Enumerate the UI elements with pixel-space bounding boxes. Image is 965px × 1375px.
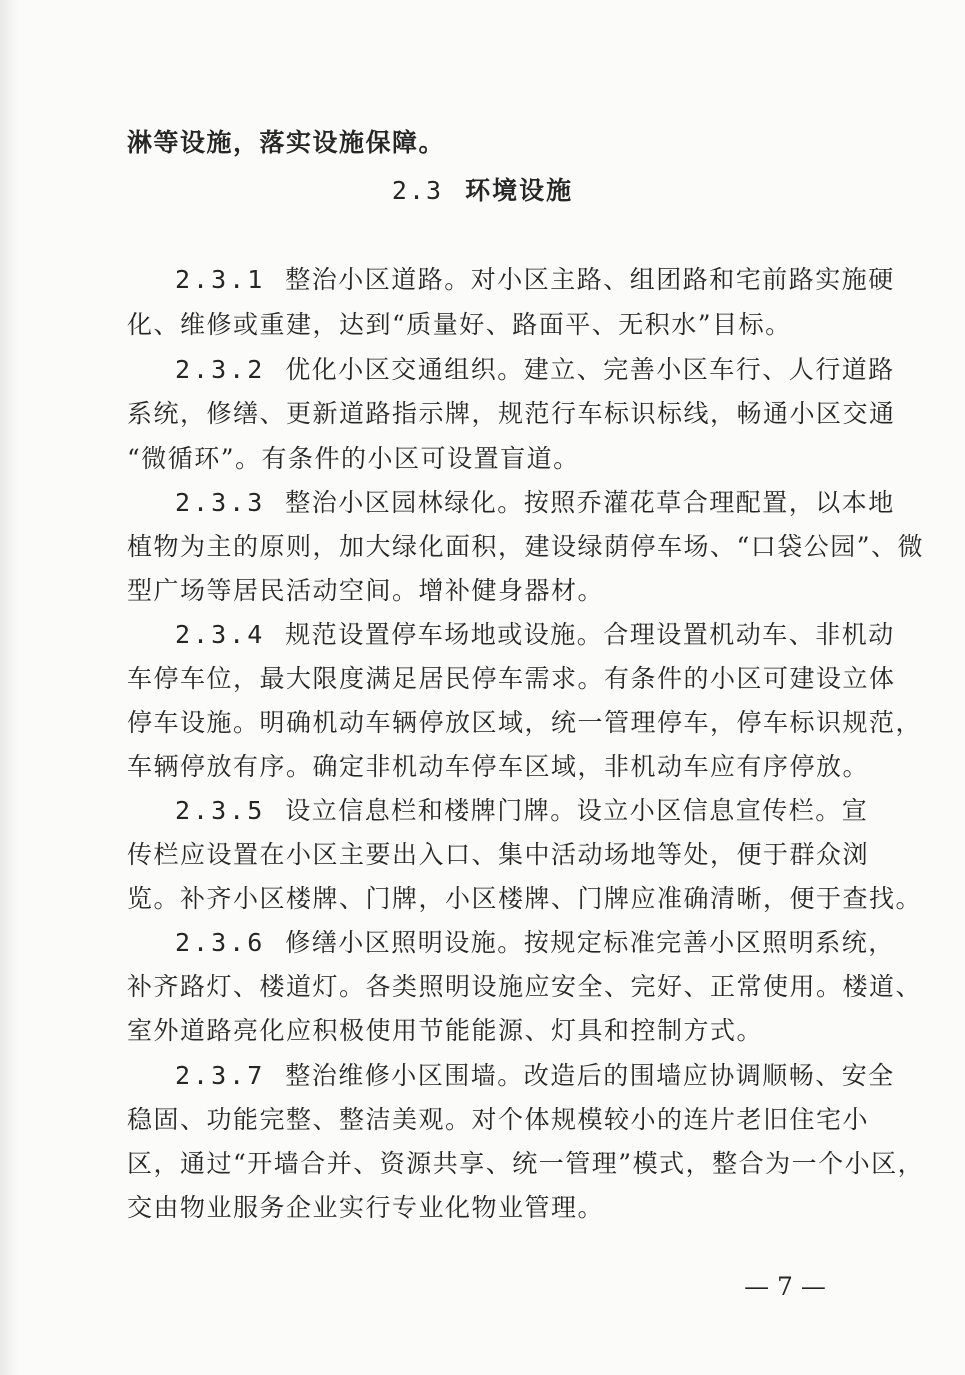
paragraph-line: 停车设施。明确机动车辆停放区域，统一管理停车，停车标识规范，: [127, 708, 923, 737]
paragraph-line: 稳固、功能完整、整洁美观。对个体规模较小的连片老旧住宅小: [127, 1105, 870, 1134]
item-text: 整治小区园林绿化。按照乔灌花草合理配置，以本地: [285, 488, 895, 517]
item-number: 2.3.1: [175, 265, 266, 294]
paragraph-line: 传栏应设置在小区主要出入口、集中活动场地等处，便于群众浏: [127, 840, 870, 869]
paragraph-line: 化、维修或重建，达到“质量好、路面平、无积水”目标。: [127, 310, 792, 339]
paragraph-line: 览。补齐小区楼牌、门牌，小区楼牌、门牌应准确清晰，便于查找。: [127, 884, 923, 913]
paragraph-line: 系统，修缮、更新道路指示牌，规范行车标识标线，畅通小区交通: [127, 399, 896, 428]
section-number: 2.3: [391, 176, 444, 205]
paragraph-line: [175, 1061, 895, 1091]
item-text: 整治小区道路。对小区主路、组团路和宅前路实施硬: [285, 265, 895, 294]
item-number: 2.3.5: [175, 796, 266, 825]
item-text: 设立信息栏和楼牌门牌。设立小区信息宣传栏。宣: [285, 796, 869, 825]
item-number: 2.3.4: [175, 620, 266, 649]
paragraph-line: 区，通过“开墙合并、资源共享、统一管理”模式，整合为一个小区，: [127, 1149, 925, 1178]
item-text: 整治维修小区围墙。改造后的围墙应协调顺畅、安全: [285, 1061, 895, 1090]
continuation-text: 淋等设施，落实设施保障。: [127, 128, 446, 157]
item-text: 优化小区交通组织。建立、完善小区车行、人行道路: [285, 355, 895, 384]
paragraph-line: [175, 488, 895, 518]
paragraph-line: [175, 928, 895, 958]
item-text: 规范设置停车场地或设施。合理设置机动车、非机动: [285, 620, 895, 649]
item-number: 2.3.6: [175, 928, 266, 957]
paragraph-line: “微循环”。有条件的小区可设置盲道。: [127, 444, 580, 473]
item-text: 修缮小区照明设施。按规定标准完善小区照明系统，: [285, 928, 895, 957]
paragraph-line: 补齐路灯、楼道灯。各类照明设施应安全、完好、正常使用。楼道、: [127, 972, 923, 1001]
paragraph-line: 车辆停放有序。确定非机动车停车区域，非机动车应有序停放。: [127, 752, 870, 781]
paragraph-line: [175, 265, 895, 295]
paragraph-line: 车停车位，最大限度满足居民停车需求。有条件的小区可建设立体: [127, 664, 896, 693]
section-title: 环境设施: [465, 176, 574, 205]
section-heading: [0, 176, 965, 206]
paragraph-line: [175, 355, 895, 385]
paragraph-line: 型广场等居民活动空间。增补健身器材。: [127, 576, 605, 605]
paragraph-line: 室外道路亮化应积极使用节能能源、灯具和控制方式。: [127, 1016, 764, 1045]
item-number: 2.3.2: [175, 355, 266, 384]
paragraph-line: [175, 796, 869, 826]
paragraph-line: [175, 620, 895, 650]
page-number: — 7 —: [744, 1272, 826, 1301]
paragraph-line: 交由物业服务企业实行专业化物业管理。: [127, 1193, 605, 1222]
item-number: 2.3.3: [175, 488, 266, 517]
paragraph-line: 植物为主的原则，加大绿化面积，建设绿荫停车场、“口袋公园”、微: [127, 532, 925, 561]
item-number: 2.3.7: [175, 1061, 266, 1090]
